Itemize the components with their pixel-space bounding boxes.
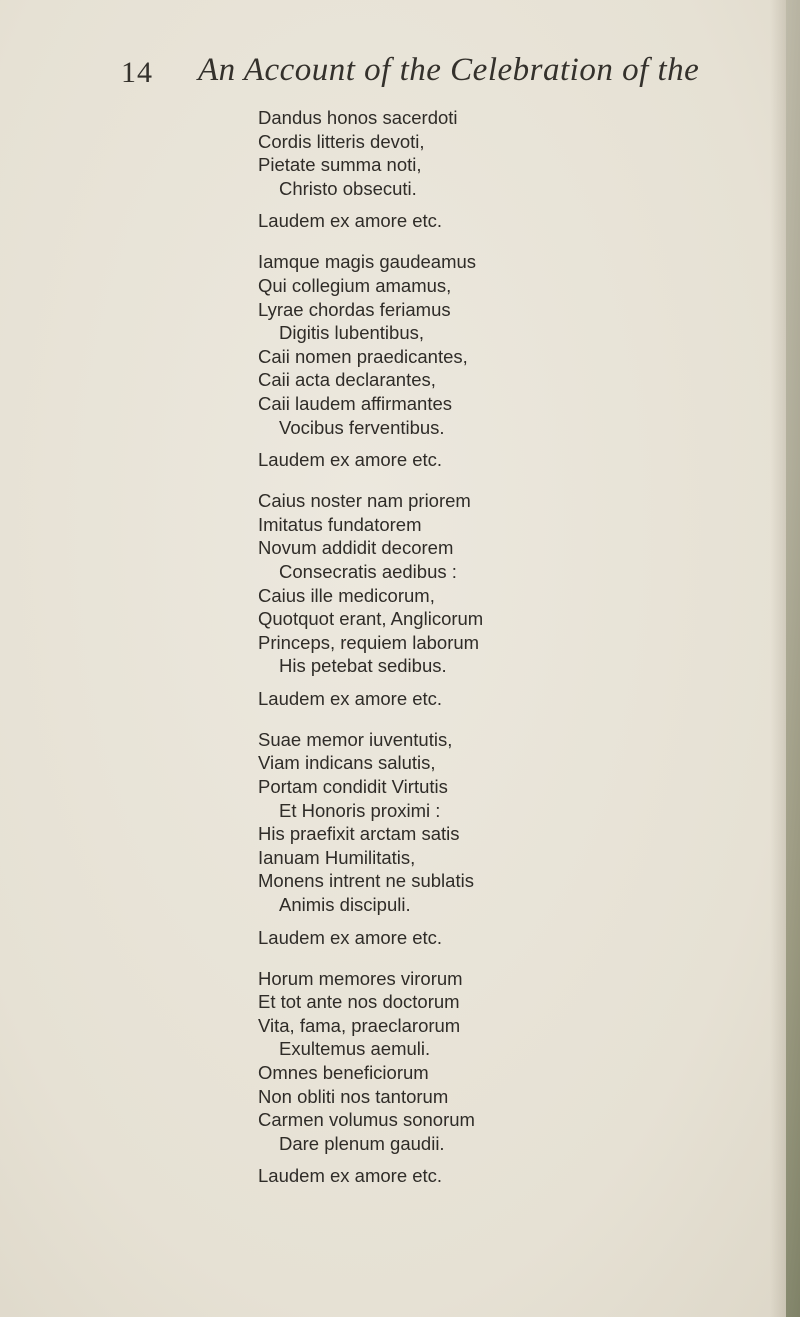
verse-line: Cordis litteris devoti, (258, 130, 425, 152)
verse-line: Digitis lubentibus, (279, 322, 424, 344)
poem-text (258, 106, 758, 1205)
verse-line: Viam indicans salutis, (258, 752, 436, 774)
verse-line: Dandus honos sacerdoti (258, 107, 458, 128)
stanza (258, 728, 758, 917)
verse-line: Princeps, requiem laborum (258, 631, 480, 653)
stanza (258, 250, 758, 439)
verse-line: Quotquot erant, Anglicorum (258, 608, 484, 630)
verse-line: Suae memor iuventutis, (258, 728, 453, 750)
verse-line: Caii acta declarantes, (258, 369, 436, 391)
verse-line: Ianuam Humilitatis, (258, 846, 416, 868)
stanza (258, 967, 758, 1156)
verse-line: Christo obsecuti. (279, 177, 417, 199)
stanza (258, 106, 758, 200)
refrain-line: Laudem ex amore etc. (258, 449, 443, 471)
verse-line: Caius ille medicorum, (258, 584, 435, 606)
verse-line: Imitatus fundatorem (258, 513, 422, 535)
verse-line: Qui collegium amamus, (258, 274, 452, 296)
verse-line: Pietate summa noti, (258, 154, 422, 176)
verse-line: Consecratis aedibus : (279, 560, 457, 582)
refrain-line: Laudem ex amore etc. (258, 926, 443, 948)
verse-line: Omnes beneficiorum (258, 1062, 429, 1083)
verse-line: Caii laudem affirmantes (258, 392, 452, 414)
verse-line: Caius noster nam priorem (258, 490, 471, 512)
refrain-line: Laudem ex amore etc. (258, 1165, 443, 1187)
verse-line: Iamque magis gaudeamus (258, 251, 477, 273)
verse-line: Et tot ante nos doctorum (258, 991, 460, 1013)
verse-line: Exultemus aemuli. (279, 1038, 431, 1060)
page-number: 14 (121, 56, 153, 89)
refrain-line: Laudem ex amore etc. (258, 687, 443, 709)
refrain-line: Laudem ex amore etc. (258, 210, 443, 232)
stanza (258, 489, 758, 678)
verse-line: His petebat sedibus. (279, 655, 447, 677)
page-edge (786, 0, 800, 1317)
verse-line: Horum memores virorum (258, 967, 463, 989)
verse-line: His praefixit arctam satis (258, 823, 460, 845)
running-head-title: An Account of the Celebration of the (198, 52, 700, 88)
verse-line: Et Honoris proximi : (279, 799, 441, 821)
verse-line: Lyrae chordas feriamus (258, 298, 451, 320)
verse-line: Dare plenum gaudii. (279, 1132, 445, 1154)
verse-line: Monens intrent ne sublatis (258, 870, 474, 892)
verse-line: Caii nomen praedicantes, (258, 345, 468, 367)
verse-line: Non obliti nos tantorum (258, 1085, 449, 1107)
verse-line: Novum addidit decorem (258, 537, 454, 559)
verse-line: Carmen volumus sonorum (258, 1109, 475, 1131)
verse-line: Animis discipuli. (279, 894, 411, 916)
verse-line: Vocibus ferventibus. (279, 416, 445, 438)
verse-line: Portam condidit Virtutis (258, 776, 448, 798)
running-head (0, 46, 800, 96)
verse-line: Vita, fama, praeclarorum (258, 1014, 461, 1036)
